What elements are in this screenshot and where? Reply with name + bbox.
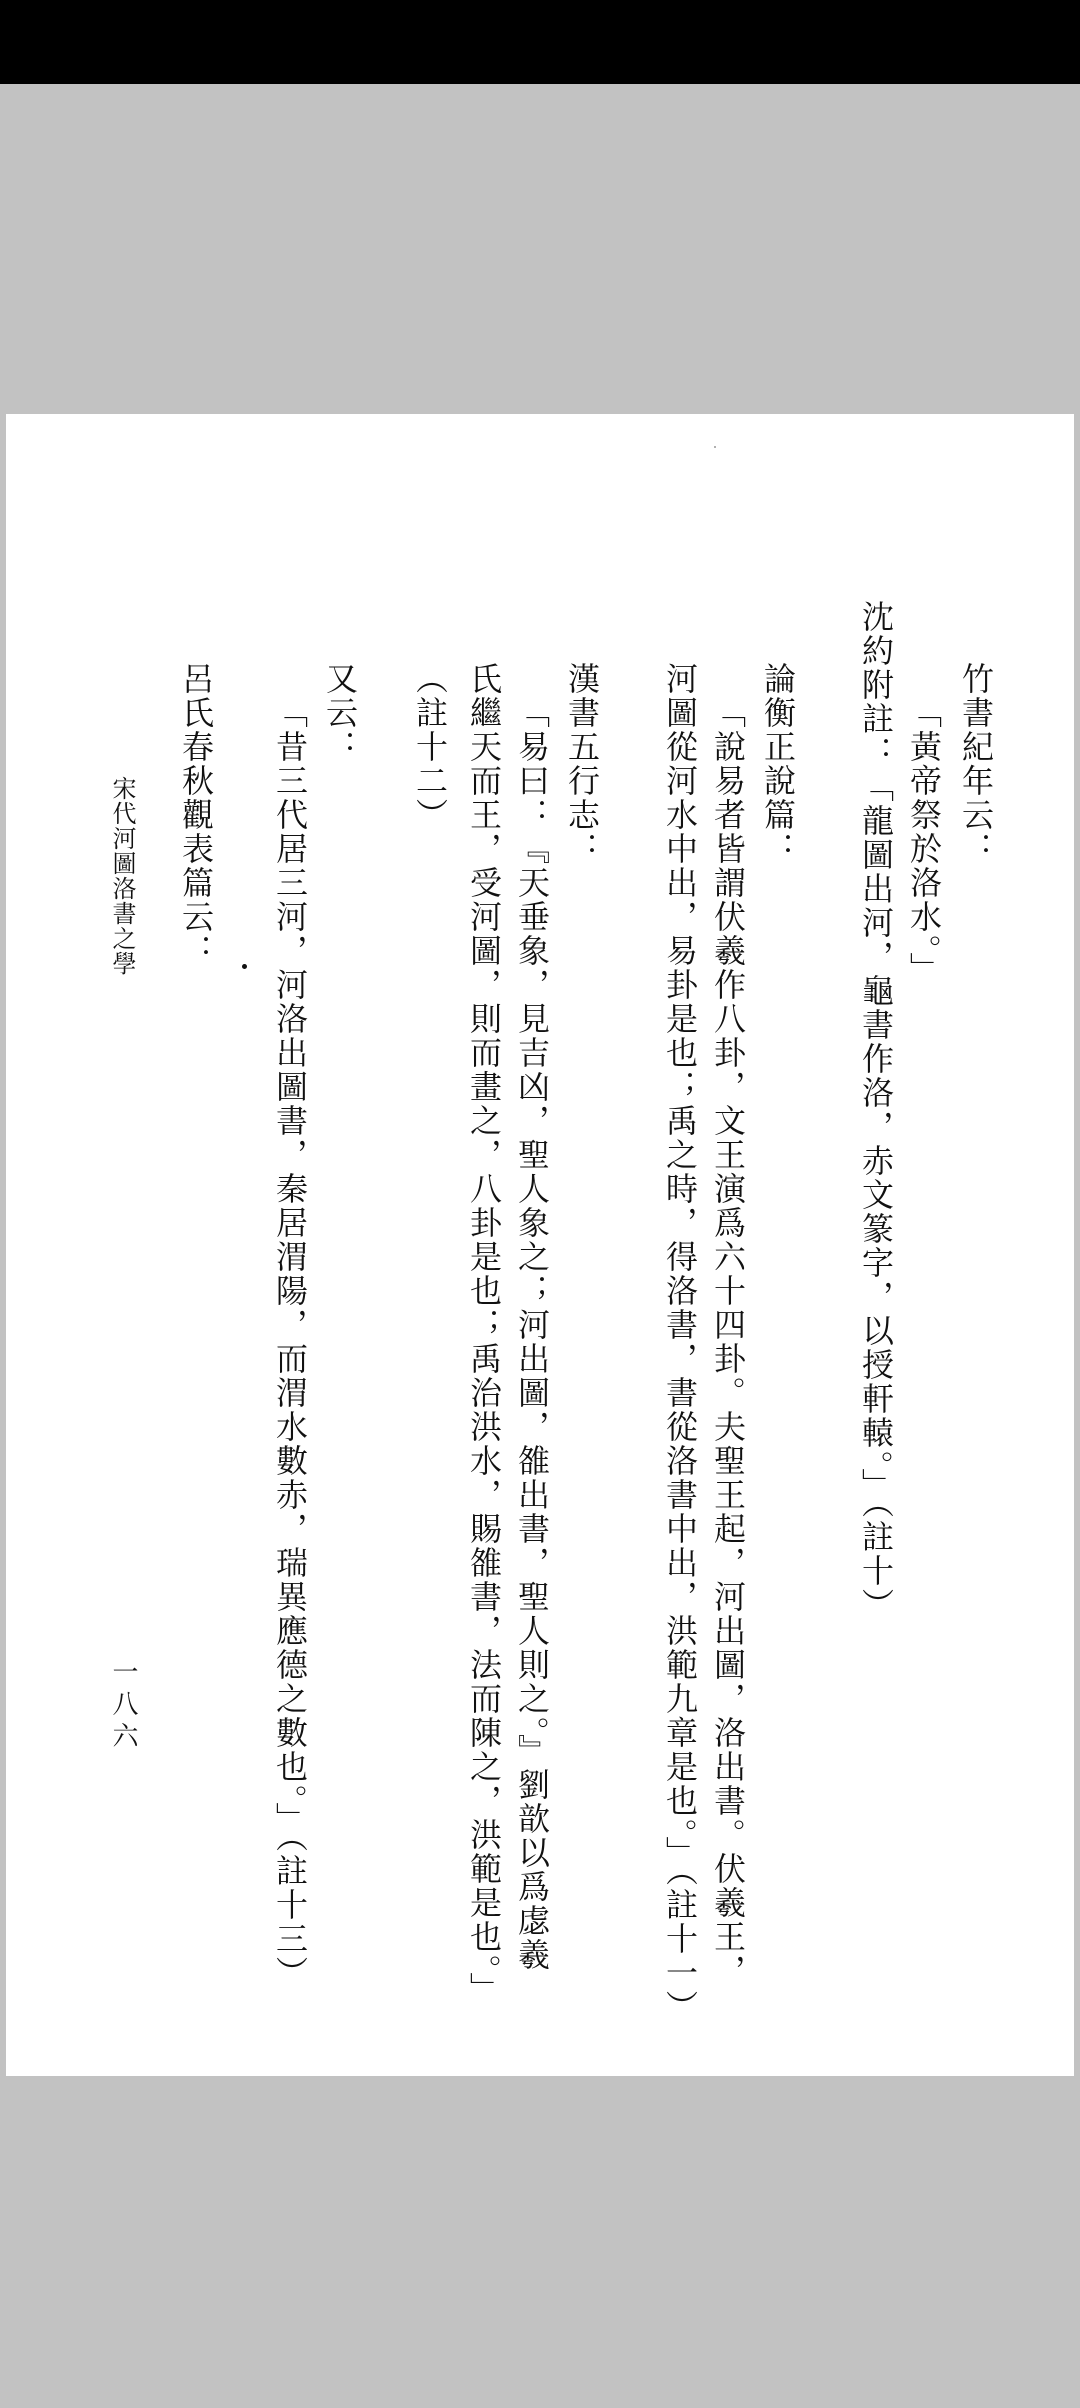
text-column-10: （註十二） — [411, 662, 449, 832]
text-column-9: 氏繼天而王，受河圖，則而畫之，八卦是也；禹治洪水，賜雒書，法而陳之，洪範是也。」 — [465, 662, 503, 2006]
status-bar — [0, 0, 1080, 84]
document-page — [6, 414, 1074, 2076]
scan-speck — [242, 964, 247, 969]
text-column-1: 竹書紀年云： — [957, 662, 995, 866]
text-column-11: 又云： — [321, 662, 359, 764]
page-number: 一八六 — [108, 1658, 138, 1754]
text-column-7: 漢書五行志： — [563, 662, 601, 866]
text-column-5: 「說易者皆謂伏羲作八卦，文王演爲六十四卦。夫聖王起，河出圖，洛出書。伏羲王， — [709, 696, 747, 1988]
text-column-2: 「黃帝祭於洛水。」 — [905, 696, 943, 986]
text-column-6: 河圖從河水中出，易卦是也；禹之時，得洛書，書從洛書中出，洪範九章是也。」（註十一） — [661, 662, 699, 2024]
text-column-8: 「易曰：『天垂象，見吉凶，聖人象之；河出圖，雒出書，聖人則之。』劉歆以爲虙羲 — [513, 696, 551, 1972]
text-column-13: 呂氏春秋觀表篇云： — [177, 662, 215, 968]
text-column-4: 論衡正說篇： — [759, 662, 797, 866]
text-column-12: 「昔三代居三河，河洛出圖書，秦居渭陽，而渭水數赤，瑞異應德之數也。」（註十三） — [271, 696, 309, 1990]
text-column-3: 沈約附註：「龍圖出河，龜書作洛，赤文篆字，以授軒轅。」（註十） — [857, 600, 895, 1622]
running-header: 宋代河圖洛書之學 — [108, 776, 136, 976]
scan-speck-faint — [714, 446, 716, 448]
